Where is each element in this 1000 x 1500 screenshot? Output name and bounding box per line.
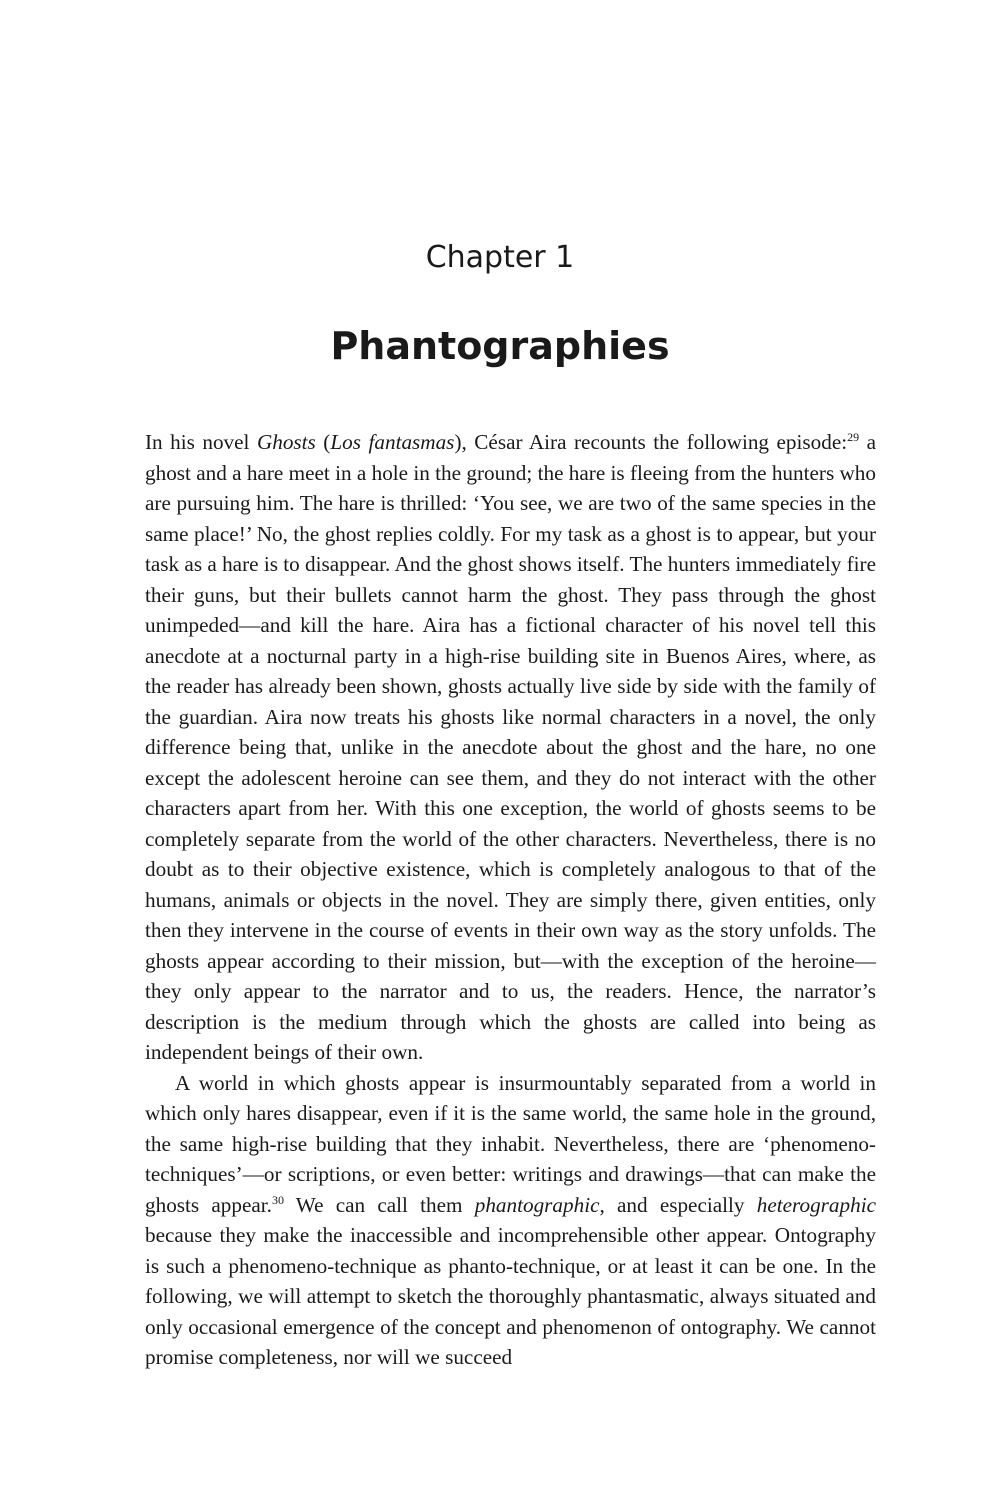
text-run: because they make the inaccessible and incomprehensible other appear. Ontography is such a phenomeno-technique as phanto-technique, or at least it can be one. In the following, we will attempt to sketch the thoroughly phantasmatic, always situated and only occasional emergence of the concept and phenomenon of ontography. We cannot promise completeness, nor will we succeed bbox=[145, 1223, 876, 1369]
italic-text: phantographic bbox=[474, 1192, 600, 1217]
text-run: ), César Aira recounts the following episode: bbox=[454, 430, 848, 454]
body-text bbox=[145, 427, 876, 1373]
paragraph-1 bbox=[145, 427, 876, 1068]
chapter-title: Phantographies bbox=[330, 324, 670, 368]
text-run: We can call them bbox=[283, 1192, 475, 1217]
text-run: In his novel bbox=[145, 430, 257, 454]
text-run: , and especially bbox=[599, 1192, 757, 1217]
italic-text: heterographic bbox=[756, 1192, 877, 1217]
paragraph-2 bbox=[145, 1068, 876, 1373]
footnote-marker: 29 bbox=[847, 429, 860, 444]
text-run: ( bbox=[315, 430, 331, 454]
text-run: A world in which ghosts appear is insurmountably separated from a world in which only hares disappear, even if it is the same world, the same hole in the ground, the same high-rise building that they inhabit. Nevertheless, there are ‘phenomeno-techniques’—or scriptions, or even better: writings and drawings—that can make the ghosts appear. bbox=[145, 1070, 876, 1217]
text-run: a ghost and a hare meet in a hole in the ground; the hare is fleeing from the hunters who are pursuing him. The hare is thrilled: ‘You see, we are two of the same species in the same place!’ No, the ghost replies coldly. For my task as a ghost is to appear, but your task as a hare is to disappear. And the ghost shows itself. The hunters immediately fire their guns, but their bullets cannot harm the ghost. They pass through the ghost unimpeded—and kill the hare. Aira has a fictional character of his novel tell this anecdote at a nocturnal party in a high-rise building site in Buenos Aires, where, as the reader has already been shown, ghosts actually live side by side with the family of the guardian. Aira now treats his ghosts like normal characters in a novel, the only difference being that, unlike in the anecdote about the ghost and the hare, no one except the adolescent heroine can see them, and they do not interact with the other characters apart from her. With this one exception, the world of ghosts seems to be completely separate from the world of the other characters. Nevertheless, there is no doubt as to their objective existence, which is completely analogous to that of the humans, animals or objects in the novel. They are simply there, given entities, only then they intervene in the course of events in their own way as the story unfolds. The ghosts appear according to their mission, but—with the exception of the heroine—they only appear to the narrator and to us, the readers. Hence, the narrator’s description is the medium through which the ghosts are called into being as independent beings of their own. bbox=[145, 430, 877, 1064]
italic-text: Los fantasmas bbox=[330, 430, 455, 454]
footnote-marker: 30 bbox=[271, 1192, 284, 1207]
italic-text: Ghosts bbox=[256, 430, 316, 454]
chapter-number: Chapter 1 bbox=[425, 240, 575, 275]
